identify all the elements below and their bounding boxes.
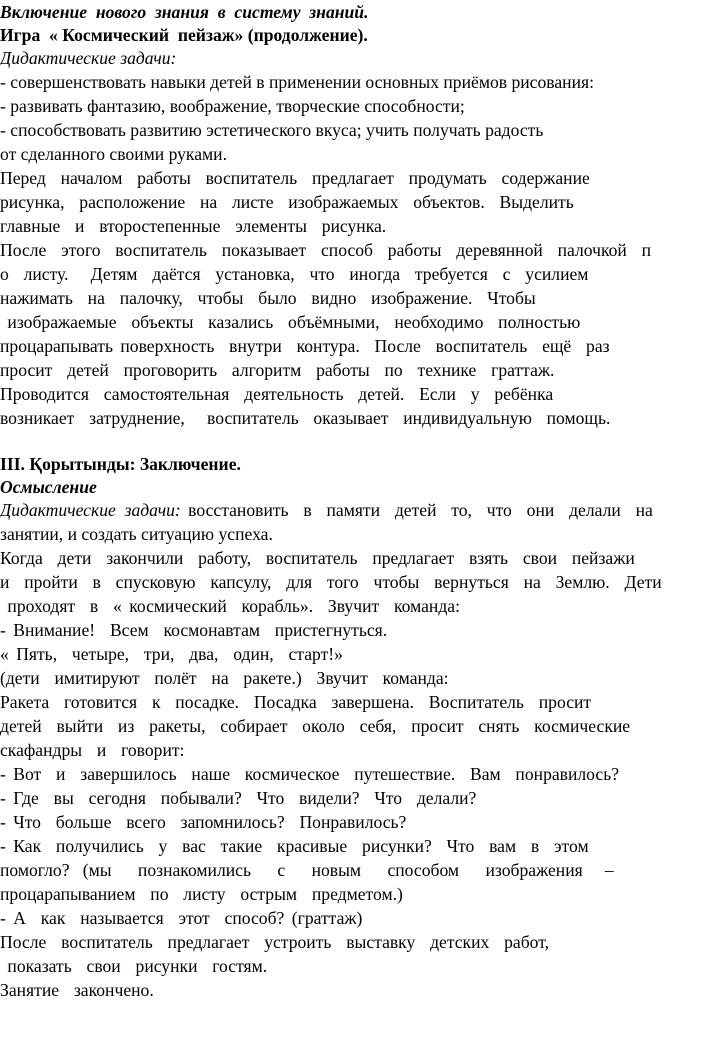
game-title: Игра « Космический пейзаж» (продолжение). [0, 25, 368, 45]
tasks-label: Дидактические задачи: [0, 48, 177, 68]
paragraph-line: главные и второстепенные элементы рисунка. [0, 216, 387, 236]
task-item: - совершенствовать навыки детей в применении основных приёмов рисования: [0, 72, 594, 92]
paragraph-line: проходят в « космический корабль». Звучит команда: [0, 596, 460, 616]
paragraph-line: рисунка, расположение на листе изображаемых объектов. Выделить [0, 192, 574, 212]
paragraph-line: просит детей проговорить алгоритм работы по технике граттаж. [0, 360, 555, 380]
paragraph-line: и пройти в спусковую капсулу, для того чтобы вернуться на Землю. Дети [0, 572, 662, 592]
tasks-text: восстановить в памяти детей то, что они делали на [180, 500, 653, 520]
paragraph-line: После этого воспитатель показывает способ работы деревянной палочкой п [0, 240, 652, 260]
tasks-line [0, 499, 653, 521]
dialogue-line: - Что больше всего запомнилось? Понравилось? [0, 812, 407, 832]
task-item: от сделанного своими руками. [0, 144, 227, 164]
task-item: - развивать фантазию, воображение, творческие способности; [0, 96, 465, 116]
paragraph-line: о листу. Детям даётся установка, что иногда требуется с усилием [0, 264, 589, 284]
dialogue-line: помогло? (мы познакомились с новым способом изображения – [0, 860, 614, 880]
section-subheading: Осмысление [0, 477, 97, 497]
paragraph-line: процарапыванием по листу острым предметом.) [0, 884, 403, 904]
dialogue-line: - А как называется этот способ? (граттаж) [0, 908, 363, 928]
paragraph-line: Ракета готовится к посадке. Посадка завершена. Воспитатель просит [0, 692, 592, 712]
tasks-label: Дидактические задачи: [0, 500, 181, 520]
paragraph-line: После воспитатель предлагает устроить выставку детских работ, [0, 932, 549, 952]
section-heading: Включение нового знания в систему знаний. [0, 2, 369, 22]
paragraph-line: (дети имитируют полёт на ракете.) Звучит команда: [0, 668, 449, 688]
dialogue-line: - Где вы сегодня побывали? Что видели? Что делали? [0, 788, 477, 808]
paragraph-line: Перед началом работы воспитатель предлагает продумать содержание [0, 168, 590, 188]
paragraph-line: Занятие закончено. [0, 980, 154, 1000]
dialogue-line: - Вот и завершилось наше космическое путешествие. Вам понравилось? [0, 764, 620, 784]
paragraph-line: возникает затруднение, воспитатель оказывает индивидуальную помощь. [0, 408, 611, 428]
paragraph-line: нажимать на палочку, чтобы было видно изображение. Чтобы [0, 288, 536, 308]
paragraph-line: Когда дети закончили работу, воспитатель предлагает взять свои пейзажи [0, 548, 635, 568]
paragraph-line: скафандры и говорит: [0, 740, 185, 760]
paragraph-line: детей выйти из ракеты, собирает около себя, просит снять космические [0, 716, 631, 736]
paragraph-line: Проводится самостоятельная деятельность детей. Если у ребёнка [0, 384, 554, 404]
paragraph-line: « Пять, четыре, три, два, один, старт!» [0, 644, 343, 664]
section-heading: III. Қорытынды: Заключение. [0, 454, 241, 474]
paragraph-line: процарапывать поверхность внутри контура. После воспитатель ещё раз [0, 336, 610, 356]
paragraph-line: изображаемые объекты казались объёмными, необходимо полностью [0, 312, 581, 332]
paragraph-line: занятии, и создать ситуацию успеха. [0, 524, 273, 544]
paragraph-line: показать свои рисунки гостям. [0, 956, 268, 976]
paragraph-line: - Внимание! Всем космонавтам пристегнуться. [0, 620, 388, 640]
dialogue-line: - Как получились у вас такие красивые рисунки? Что вам в этом [0, 836, 589, 856]
task-item: - способствовать развитию эстетического вкуса; учить получать радость [0, 120, 544, 140]
